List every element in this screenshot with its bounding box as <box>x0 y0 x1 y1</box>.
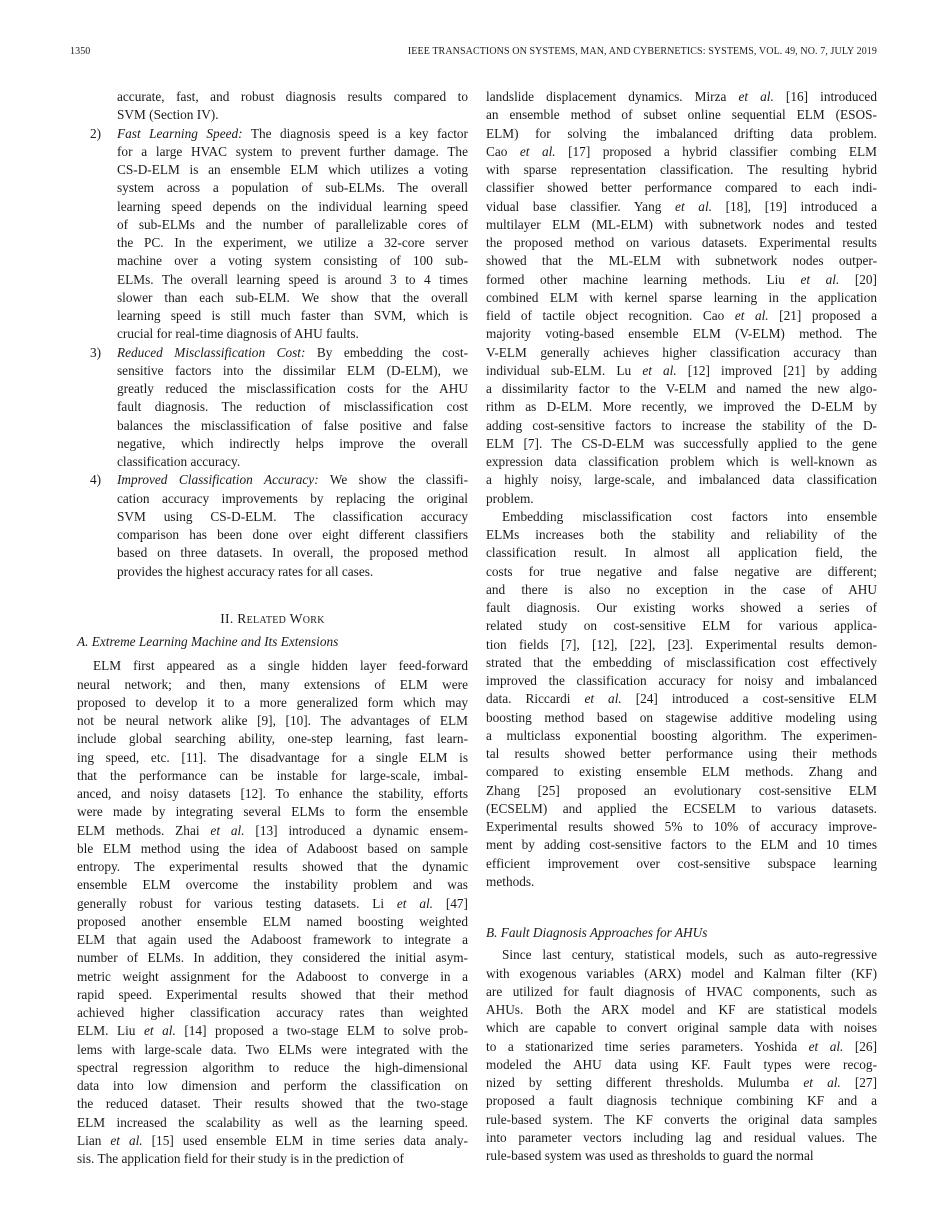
text-line: individual sub-ELM. Lu et al. [12] improved [21] by adding <box>486 362 877 378</box>
text-line: and there is also no exception in the case of AHU <box>486 581 877 597</box>
text-line: AHUs. Both the ARX model and KF are statistical models <box>486 1002 877 1017</box>
text-line: fault diagnosis. The reduction of misclassification cost <box>117 399 468 415</box>
text-line: with exogenous variables (ARX) model and Kalman filter (KF) <box>486 965 877 981</box>
paragraph <box>486 946 877 1165</box>
text-line: data into low dimension and perform the classification on <box>77 1078 468 1093</box>
text-line: learning speed depends on the individual learning speed <box>117 198 468 214</box>
text-line: ELM. Liu et al. [14] proposed a two-stage ELM to solve prob- <box>77 1023 468 1039</box>
list-item <box>77 471 468 581</box>
paragraph <box>486 88 877 508</box>
text-line: V-ELM generally achieves higher classification accuracy than <box>486 344 877 360</box>
text-line: expression data classification problem which is well-known as <box>486 454 877 469</box>
text-line: vidual base classifier. Yang et al. [18], [19] introduced a <box>486 198 877 214</box>
text-line: SVM using CS-D-ELM. The classification accuracy <box>117 508 468 524</box>
text-line: proposed another ensemble ELM named boosting weighted <box>77 913 468 929</box>
subsection-heading: B. Fault Diagnosis Approaches for AHUs <box>486 925 708 940</box>
text-line: nized by setting different thresholds. Mulumba et al. [27] <box>486 1075 878 1090</box>
text-line: efficient improvement over cost-sensitive subspace learning <box>486 855 877 871</box>
text-line: the PC. In the experiment, we utilize a 32-core server <box>117 235 468 250</box>
text-line: the reduced dataset. Their results showed that the two-stage <box>77 1096 468 1112</box>
text-line: boosting method based on stagewise additive modeling using <box>486 709 877 725</box>
contribution-list <box>77 88 468 581</box>
text-line: adding cost-sensitive factors to increase the stability of the D- <box>486 417 877 433</box>
text-line: ELM methods. Zhai et al. [13] introduced a dynamic ensem- <box>77 822 468 838</box>
text-line: neural network; and then, many extensions of ELM were <box>77 676 468 692</box>
subsection-heading: A. Extreme Learning Machine and Its Extensions <box>77 634 339 649</box>
item-number: 4) <box>90 472 102 488</box>
text-line: ELM) for solving the imbalanced drifting data problem. <box>486 125 877 141</box>
item-text: The diagnosis speed is a key factor <box>242 125 468 141</box>
text-line: ELMs increases both the stability and reliability of the <box>486 527 877 542</box>
text-line: Cao et al. [17] proposed a hybrid classifier combing ELM <box>486 143 877 159</box>
text-line: ensemble ELM overcome the instability problem and was <box>77 877 468 893</box>
text-line: formed other machine learning methods. Liu et al. [20] <box>486 271 877 287</box>
right-column <box>486 88 877 1165</box>
text-line: ELM first appeared as a single hidden layer feed-forward <box>93 658 468 674</box>
text-line: metric weight assignment for the Adaboost to converge in a <box>77 968 468 984</box>
text-line: ELM increased the scalability as well as the learning speed. <box>77 1114 468 1130</box>
text-line <box>117 344 468 362</box>
text-line: methods. <box>486 873 535 889</box>
text-line: field of tactile object recognition. Cao et al. [21] proposed a <box>486 308 878 323</box>
text-line: fault diagnosis. Our existing works showed a series of <box>486 600 877 615</box>
text-line: rithm as D-ELM. More recently, we improved the D-ELM by <box>486 399 877 415</box>
text-line: ELMs. The overall learning speed is around 3 to 4 times <box>117 271 468 287</box>
list-item <box>77 344 468 472</box>
text-line: ELM that again used the Adaboost framework to integrate a <box>77 932 468 947</box>
text-line: landslide displacement dynamics. Mirza et al. [16] introduced <box>486 89 877 104</box>
item-title: Reduced Misclassification Cost: <box>117 344 306 360</box>
item-text: By embedding the cost- <box>305 344 468 360</box>
text-line: with sparse representation classification. The resulting hybrid <box>486 162 877 177</box>
text-line: classification accuracy. <box>117 454 241 469</box>
text-line: ble ELM method using the idea of Adaboost based on sample <box>77 840 468 856</box>
list-item <box>77 125 468 344</box>
text-line: cation accuracy improvements by replacing the original <box>117 490 468 506</box>
paragraph <box>77 657 468 1168</box>
text-line: anced, and noisy datasets [12]. To enhance the stability, efforts <box>77 786 468 801</box>
text-line: an ensemble method of subset online sequential ELM (ESOS- <box>486 107 877 123</box>
left-column <box>77 88 468 1168</box>
text-line: classifier showed better performance compared to each indi- <box>486 180 877 196</box>
text-line: greatly reduced the misclassification costs for the AHU <box>117 381 468 396</box>
text-line: tion fields [7], [12], [22], [23]. Experimental results demon- <box>486 636 877 652</box>
text-line: system across a population of sub-ELMs. The overall <box>117 180 468 196</box>
text-line: majority voting-based ensemble ELM (V-ELM) method. The <box>486 326 877 342</box>
text-line: Embedding misclassification cost factors into ensemble <box>502 508 877 524</box>
text-line: number of ELMs. In addition, they considered the initial asym- <box>77 950 468 966</box>
text-line: combined ELM with kernel sparse learning in the application <box>486 289 877 305</box>
text-line: Zhang [25] proposed an evolutionary cost-sensitive ELM <box>486 782 877 798</box>
text-line: learning speed is still much faster than SVM, which is <box>117 308 468 323</box>
item-number: 2) <box>90 125 102 141</box>
text-line: CS-D-ELM is an ensemble ELM which utilizes a voting <box>117 162 468 177</box>
text-line: Since last century, statistical models, such as auto-regressive <box>502 947 877 963</box>
text-line: ing speed, etc. [11]. The disadvantage for a single ELM is <box>77 749 468 765</box>
text-line: a highly noisy, large-scale, and imbalanced data classification <box>486 472 877 488</box>
text-line: the proposed method on various datasets. Experimental results <box>486 235 877 250</box>
text-line: negative, which indirectly helps improve the overall <box>117 435 468 451</box>
text-line: are utilized for fault diagnosis of HVAC components, such as <box>486 983 877 999</box>
text-line: rule-based system was used as thresholds to guard the normal <box>486 1148 814 1163</box>
text-line: SVM (Section IV). <box>117 107 219 123</box>
text-line <box>117 471 468 489</box>
text-line: classification result. In almost all application field, the <box>486 545 877 561</box>
text-line: data. Riccardi et al. [24] introduced a cost-sensitive ELM <box>486 691 877 707</box>
text-line: a dissimilarity factor to the V-ELM and named the new algo- <box>486 381 877 396</box>
text-line: entropy. The experimental results showed that the dynamic <box>77 859 468 874</box>
text-line: (ECSELM) and applied the ECSELM to various datasets. <box>486 800 877 816</box>
text-line: multilayer ELM (ML-ELM) with subnetwork nodes and tested <box>486 216 877 232</box>
text-line: tal results showed better performance using their methods <box>486 746 877 761</box>
text-line: spectral regression algorithm to reduce the high-dimensional <box>77 1059 468 1075</box>
item-text: We show the classifi- <box>318 472 468 488</box>
text-line: problem. <box>486 490 534 506</box>
text-line: improved the classification accuracy for noisy and imbalanced <box>486 673 877 688</box>
text-line: a multiclass exponential boosting algorithm. The experimen- <box>486 727 877 743</box>
text-line: crucial for real-time diagnosis of AHU faults. <box>117 326 359 342</box>
text-line: proposed a fault diagnosis technique combining KF and a <box>486 1093 877 1109</box>
text-line: modeled the AHU data using KF. Fault types were recog- <box>486 1056 877 1072</box>
section-heading: II. Related Work <box>220 610 325 626</box>
text-line: which are capable to convert original sample data with noises <box>486 1020 877 1036</box>
text-line: related study on cost-sensitive ELM for various applica- <box>486 618 877 634</box>
paragraph <box>486 508 877 891</box>
text-line: that the performance can be instable for large-scale, imbal- <box>77 767 468 783</box>
text-line: to a stationarized time series parameters. Yoshida et al. [26] <box>486 1038 877 1054</box>
text-line: ment by adding cost-sensitive factors to the ELM and 10 times <box>486 837 877 853</box>
text-line: achieved higher classification accuracy rates than weighted <box>77 1005 468 1020</box>
text-line: ELM [7]. The CS-D-ELM was successfully applied to the gene <box>486 435 877 451</box>
text-line: Lian et al. [15] used ensemble ELM in time series data analy- <box>77 1132 468 1148</box>
text-line: for a large HVAC system to prevent further damage. The <box>117 143 468 159</box>
text-line: rapid speed. Experimental results showed that their method <box>77 986 468 1002</box>
page-number: 1350 <box>70 46 91 57</box>
text-line: strated that the embedding of misclassification cost effectively <box>486 654 877 670</box>
text-line: not be neural network alike [9], [10]. The advantages of ELM <box>77 713 468 728</box>
text-line: sis. The application field for their study is in the prediction of <box>77 1151 404 1166</box>
text-line: machine over a voting system consisting of 100 sub- <box>117 253 468 269</box>
text-line: include global searching ability, one-step learning, fast learn- <box>77 731 468 747</box>
item-title: Fast Learning Speed: <box>117 125 243 141</box>
text-line: sensitive factors into the dissimilar ELM (D-ELM), we <box>117 362 468 378</box>
text-line: compared to existing ensemble ELM methods. Zhang and <box>486 764 877 780</box>
text-line: lems with large-scale data. Two ELMs were integrated with the <box>77 1041 468 1057</box>
text-line: based on three datasets. In overall, the proposed method <box>117 545 468 561</box>
text-line: Experimental results showed 5% to 10% of accuracy improve- <box>486 819 877 834</box>
text-line: slower than each sub-ELM. We show that the overall <box>117 289 468 305</box>
text-line: showed that the ML-ELM with subnetwork nodes outper- <box>486 253 877 269</box>
text-line <box>117 125 468 143</box>
text-line: of sub-ELMs and the number of parallelizable cores of <box>117 216 468 232</box>
text-line: were made by integrating several ELMs to form the ensemble <box>77 804 468 820</box>
text-line: proposed to develop it to a more generalized form which may <box>77 694 468 710</box>
text-line: comparison has been done over eight different classifiers <box>117 527 468 542</box>
text-line: costs for true negative and false negative are different; <box>486 563 877 579</box>
text-line: balances the misclassification of false positive and false <box>117 417 468 433</box>
list-item <box>77 88 468 125</box>
text-line: generally robust for various testing datasets. Li et al. [47] <box>77 895 468 911</box>
text-line: provides the highest accuracy rates for all cases. <box>117 563 374 579</box>
item-number: 3) <box>90 344 102 360</box>
item-title: Improved Classification Accuracy: <box>117 472 319 488</box>
text-line: accurate, fast, and robust diagnosis results compared to <box>117 89 468 104</box>
text-line: rule-based system. The KF converts the original data samples <box>486 1111 877 1127</box>
text-line: into parameter vectors including lag and residual values. The <box>486 1129 877 1145</box>
running-head: IEEE TRANSACTIONS ON SYSTEMS, MAN, AND CYBERNETICS: SYSTEMS, VOL. 49, NO. 7, JULY 2019 <box>407 46 877 57</box>
